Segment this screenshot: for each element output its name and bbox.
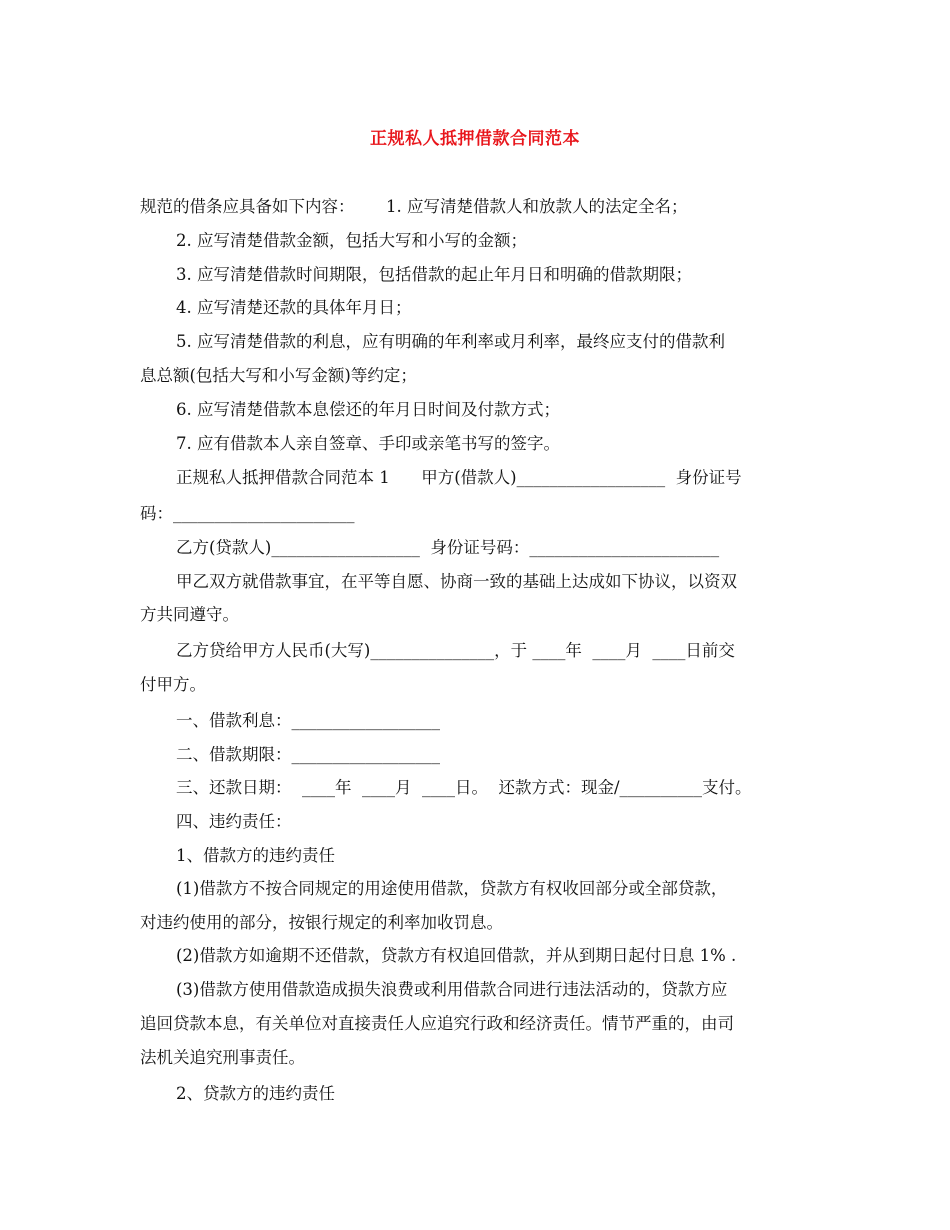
text-line: 规范的借条应具备如下内容： 1. 应写清楚借款人和放款人的法定全名； [140,197,688,216]
text-line: (2)借款方如逾期不还借款，贷款方有权追回借款，并从到期日起付日息 1% . [176,946,737,965]
text-line: 法机关追究刑事责任。 [140,1048,305,1067]
text-line: 一、借款利息：__________________ [176,711,440,730]
text-line: 正规私人抵押借款合同范本 1 甲方(借款人)__________________ 身份证号 [176,468,742,487]
text-line: 码：______________________ [140,504,355,523]
text-line: 付甲方。 [140,675,206,694]
text-line: 二、借款期限：__________________ [176,745,440,764]
text-line: 乙方(贷款人)__________________ 身份证号码：_______________________ [176,538,720,557]
text-line: 2. 应写清楚借款金额，包括大写和小写的金额； [176,231,527,250]
text-line: 三、还款日期： ____年 ____月 ____日。 还款方式：现金/__________支付。 [176,778,752,797]
text-line: (3)借款方使用借款造成损失浪费或利用借款合同进行违法活动的，贷款方应 [176,980,728,999]
text-line: 4. 应写清楚还款的具体年月日； [176,298,412,317]
text-line: 甲乙双方就借款事宜，在平等自愿、协商一致的基础上达成如下协议，以资双 [176,572,737,591]
text-line: 1、借款方的违约责任 [176,846,335,865]
text-line: 6. 应写清楚借款本息偿还的年月日时间及付款方式； [176,400,560,419]
text-line: 7. 应有借款本人亲自签章、手印或亲笔书写的签字。 [176,434,560,453]
text-line: 5. 应写清楚借款的利息，应有明确的年利率或月利率，最终应支付的借款利 [176,332,725,351]
text-line: 四、违约责任： [176,812,292,831]
text-line: 2、贷款方的违约责任 [176,1084,335,1103]
text-line: 对违约使用的部分，按银行规定的利率加收罚息。 [140,913,503,932]
text-line: 方共同遵守。 [140,605,239,624]
text-line: (1)借款方不按合同规定的用途使用借款，贷款方有权收回部分或全部贷款， [176,879,728,898]
text-line: 3. 应写清楚借款时间期限，包括借款的起止年月日和明确的借款期限； [176,265,692,284]
document-title: 正规私人抵押借款合同范本 [370,129,580,149]
text-line: 追回贷款本息，有关单位对直接责任人应追究行政和经济责任。情节严重的，由司 [140,1014,734,1033]
text-line: 息总额(包括大写和小写金额)等约定； [140,366,417,385]
text-line: 乙方贷给甲方人民币(大写)_______________，于 ____年 ____月 ____日前交 [176,641,735,660]
